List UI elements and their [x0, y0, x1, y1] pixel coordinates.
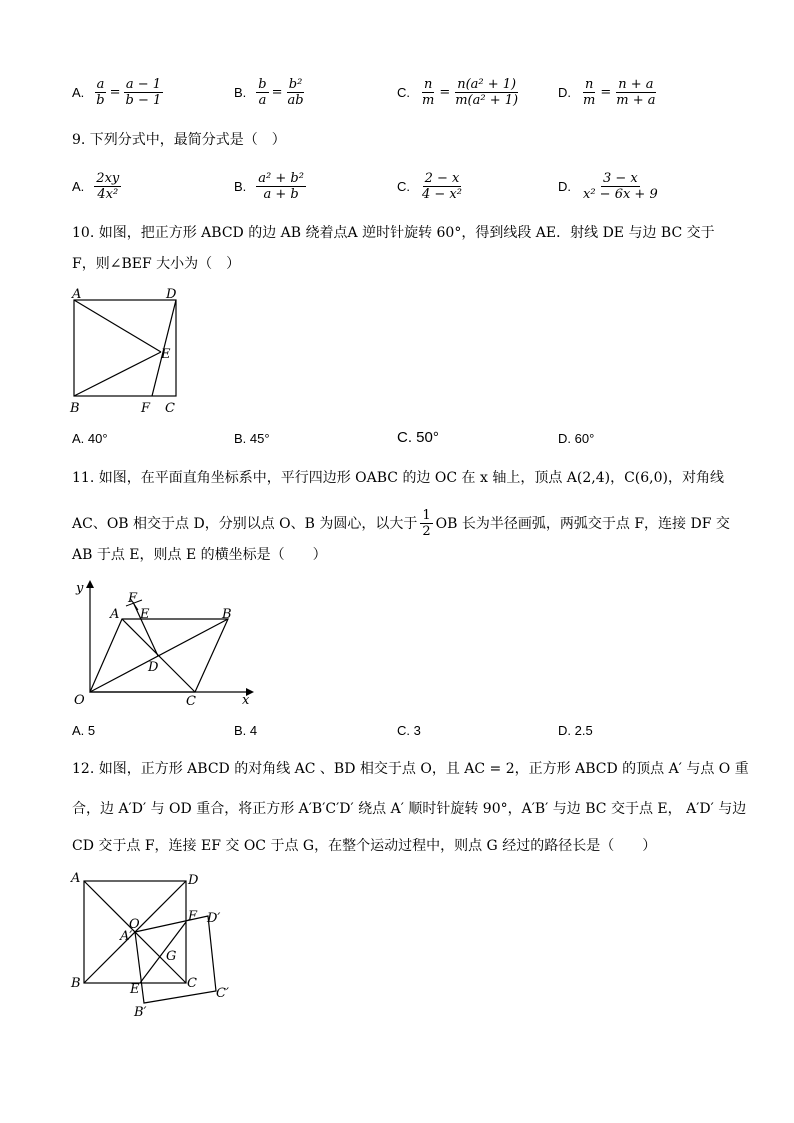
q12-label-f: F	[188, 909, 198, 924]
q10-label-c: C	[165, 401, 175, 416]
q10-label-f: F	[141, 401, 151, 416]
q10-label-e: E	[161, 347, 171, 362]
q10-label-d: D	[166, 287, 177, 302]
q12-label-a: A	[71, 871, 81, 886]
q10-option-b[interactable]: B. 45°	[234, 431, 270, 446]
q10-stem-line1: 10. 如图，把正方形 ABCD 的边 AB 绕着点A 逆时针旋转 60°，得到线段 AE．射线 DE 与边 BC 交于	[72, 225, 715, 241]
q11-label-d: D	[148, 660, 159, 675]
q11-label-y: y	[76, 581, 84, 596]
q11-label-b: B	[222, 607, 232, 622]
q8-a-right-fraction: $\frac{a - 1}{b - 1}$	[125, 76, 162, 108]
q8-b-right-fraction: $\frac{\text{b²}}{ab}$	[287, 76, 304, 108]
q12-stem-line1: 12. 如图，正方形 ABCD 的对角线 AC 、BD 相交于点 O，且 AC = 2，正方形 ABCD 的顶点 A′ 与点 O 重	[72, 761, 749, 777]
q8-d-right-fraction: $\frac{n + a}{m + a}$	[616, 76, 656, 108]
q11-label-x: x	[242, 693, 250, 708]
q12-label-e: E	[130, 982, 140, 997]
q12-figure	[66, 866, 246, 1022]
q12-stem-line3: CD 交于点 F，连接 EF 交 OC 于点 G，在整个运动过程中，则点 G 经过的路径长是（ ）	[72, 838, 657, 854]
q8-option-a[interactable]: A. $\frac{a}{b}$ = $\frac{a - 1}{b - 1}$	[72, 76, 162, 108]
q12-label-c-prime: C′	[216, 986, 229, 1001]
q12-label-d: D	[188, 873, 199, 888]
q9-option-c[interactable]: C. $\frac{2 - x}{\text{4 − x²}}$	[397, 170, 462, 202]
q8-option-b[interactable]: B. $\frac{b}{a}$ = $\frac{\text{b²}}{ab}$	[234, 76, 304, 108]
q10-stem-line2: F，则∠BEF 大小为（ ）	[72, 256, 241, 272]
q10-figure	[66, 284, 190, 416]
q10-label-b: B	[70, 401, 80, 416]
q12-label-c: C	[187, 976, 197, 991]
q11-option-c[interactable]: C. 3	[397, 723, 421, 738]
q10-option-c[interactable]: C. 50°	[397, 429, 439, 446]
q9-options	[72, 164, 732, 208]
q11-figure	[70, 576, 260, 710]
q11-stem-line1: 11. 如图，在平面直角坐标系中，平行四边形 OABC 的边 OC 在 x 轴上，顶点 A(2,4)，C(6,0)，对角线	[72, 470, 724, 486]
q10-label-a: A	[72, 287, 82, 302]
q8-options	[72, 70, 732, 114]
q12-label-b-prime: B′	[134, 1005, 147, 1020]
q9-c-fraction: $\frac{2 - x}{\text{4 − x²}}$	[422, 170, 462, 202]
q9-option-a[interactable]: A. $\frac{2xy}{\text{4x²}}$	[72, 170, 120, 202]
q9-b-fraction: $\frac{\text{a² + b²}}{a + b}$	[258, 170, 304, 202]
q12-label-b: B	[71, 976, 81, 991]
q11-option-b[interactable]: B. 4	[234, 723, 258, 738]
q8-b-left-fraction: $\frac{b}{a}$	[258, 76, 267, 108]
q8-d-left-fraction: $\frac{n}{m}$	[583, 76, 596, 108]
q11-option-d[interactable]: D. 2.5	[558, 723, 593, 738]
q10-option-d[interactable]: D. 60°	[558, 431, 595, 446]
q8-c-left-fraction: $\frac{n}{m}$	[422, 76, 435, 108]
q9-option-b[interactable]: B. $\frac{\text{a² + b²}}{a + b}$	[234, 170, 304, 202]
q11-option-a[interactable]: A. 5	[72, 723, 96, 738]
q11-stem-line2: AC、OB 相交于点 D，分别以点 O、B 为圆心，以大于 $\frac{1}{2}$ OB 长为半径画弧，两弧交于点 F，连接 DF 交	[72, 508, 730, 539]
q11-label-c: C	[186, 694, 196, 709]
q11-label-o: O	[74, 693, 85, 708]
q8-c-right-fraction: $\frac{\text{n(a² + 1)}}{\text{m(a² + 1)}}$	[455, 76, 519, 108]
q11-label-f: F	[128, 591, 138, 606]
q9-a-fraction: $\frac{2xy}{\text{4x²}}$	[96, 170, 120, 202]
q12-label-d-prime: D′	[207, 911, 221, 926]
q11-half-fraction: $\frac{1}{2}$	[422, 508, 431, 539]
q11-label-e: E	[140, 607, 150, 622]
q12-label-o: O	[129, 917, 140, 932]
q9-d-fraction: $\frac{3 - x}{\text{x² − 6x + 9}}$	[583, 170, 658, 202]
q11-label-a: A	[110, 607, 120, 622]
q8-option-c[interactable]: C. $\frac{n}{m}$ = $\frac{\text{n(a² + 1)}}{\text{m(a² + 1)}}$	[397, 76, 519, 108]
q8-a-left-fraction: $\frac{a}{b}$	[96, 76, 105, 108]
q9-stem: 9. 下列分式中，最简分式是（ ）	[72, 132, 286, 148]
q12-label-a-prime: A′	[120, 929, 133, 944]
q9-option-d[interactable]: D. $\frac{3 - x}{\text{x² − 6x + 9}}$	[558, 170, 658, 202]
q12-stem-line2: 合，边 A′D′ 与 OD 重合，将正方形 A′B′C′D′ 绕点 A′ 顺时针旋转 90°，A′B′ 与边 BC 交于点 E， A′D′ 与边	[72, 801, 747, 817]
q10-option-a[interactable]: A. 40°	[72, 431, 108, 446]
q12-label-g: G	[166, 949, 177, 964]
q11-stem-line3: AB 于点 E，则点 E 的横坐标是（ ）	[72, 547, 327, 563]
q8-option-d[interactable]: D. $\frac{n}{m}$ = $\frac{n + a}{m + a}$	[558, 76, 656, 108]
